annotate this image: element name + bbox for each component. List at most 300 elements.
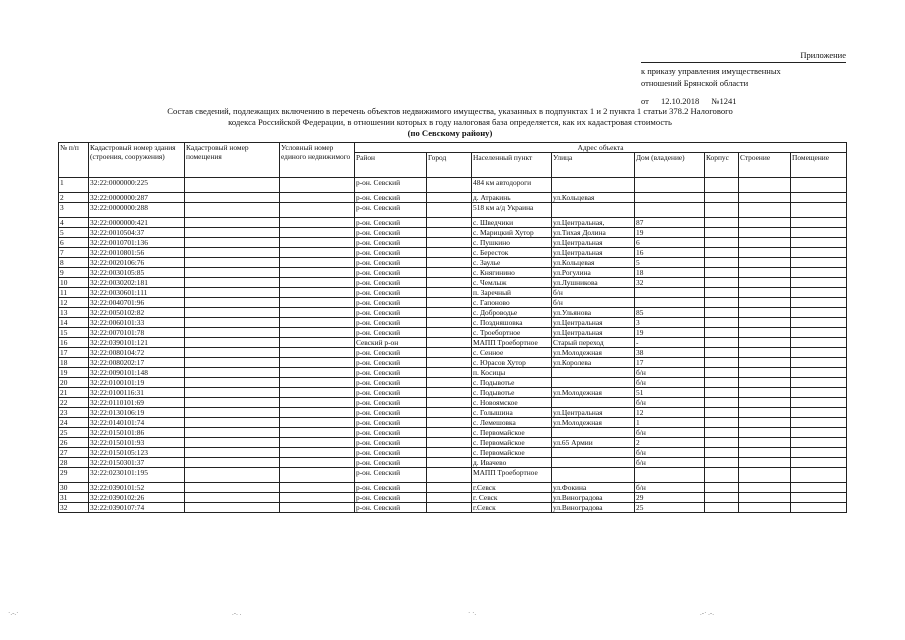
row-premises [791, 338, 847, 348]
row-district: р-он. Севский [355, 328, 427, 338]
row-settlement: с. Новоямское [472, 398, 552, 408]
table-row [59, 448, 847, 458]
table-row [59, 388, 847, 398]
row-conditional [280, 258, 355, 268]
row-building [705, 258, 739, 268]
row-num: 17 [59, 348, 89, 358]
row-structure [739, 408, 791, 418]
row-settlement: с. Чемлыж [472, 278, 552, 288]
row-building [705, 438, 739, 448]
row-street: ул.Кольцевая [552, 258, 635, 268]
row-conditional [280, 428, 355, 438]
appendix-line-2: отношений Брянской области [641, 78, 749, 88]
row-building [705, 218, 739, 228]
row-premises [791, 483, 847, 493]
row-building [705, 418, 739, 428]
row-house: 19 [635, 328, 705, 338]
row-district: р-он. Севский [355, 203, 427, 218]
row-structure [739, 193, 791, 203]
row-settlement: с. Шведчики [472, 218, 552, 228]
row-room [185, 428, 280, 438]
row-cadastral: 32:22:0140101:74 [89, 418, 185, 428]
row-room [185, 288, 280, 298]
row-structure [739, 338, 791, 348]
row-street: ул.Виноградова [552, 503, 635, 513]
row-district: р-он. Севский [355, 288, 427, 298]
header-structure: Строение [739, 153, 791, 178]
row-city [427, 378, 472, 388]
row-cadastral: 32:22:0060101:33 [89, 318, 185, 328]
row-settlement: с. Троебортное [472, 328, 552, 338]
row-num: 18 [59, 358, 89, 368]
row-street: ул.Лушникова [552, 278, 635, 288]
row-district: р-он. Севский [355, 428, 427, 438]
row-conditional [280, 268, 355, 278]
row-settlement: с. Марицкий Хутор [472, 228, 552, 238]
row-num: 8 [59, 258, 89, 268]
row-house: б/н [635, 398, 705, 408]
table-row [59, 483, 847, 493]
row-district: р-он. Севский [355, 228, 427, 238]
row-num: 19 [59, 368, 89, 378]
row-city [427, 328, 472, 338]
scan-artifact: .-. . [232, 609, 242, 617]
row-settlement: МАПП Троебортное [472, 468, 552, 483]
row-premises [791, 218, 847, 228]
order-number: №1241 [711, 96, 737, 106]
row-district: р-он. Севский [355, 318, 427, 328]
row-street: ул.65 Армии [552, 438, 635, 448]
row-room [185, 358, 280, 368]
row-building [705, 338, 739, 348]
row-room [185, 248, 280, 258]
row-house [635, 193, 705, 203]
row-district: р-он. Севский [355, 368, 427, 378]
row-structure [739, 458, 791, 468]
row-num: 30 [59, 483, 89, 493]
row-structure [739, 318, 791, 328]
row-street: ул.Центральная [552, 318, 635, 328]
row-cadastral: 32:22:0030601:111 [89, 288, 185, 298]
row-structure [739, 298, 791, 308]
row-settlement: с. Первомайское [472, 438, 552, 448]
row-conditional [280, 318, 355, 328]
row-house: б/н [635, 458, 705, 468]
row-premises [791, 358, 847, 368]
row-district: р-он. Севский [355, 348, 427, 358]
row-settlement: п. Косицы [472, 368, 552, 378]
row-district: р-он. Севский [355, 398, 427, 408]
row-structure [739, 418, 791, 428]
row-house: 87 [635, 218, 705, 228]
row-cadastral: 32:22:0080104:72 [89, 348, 185, 358]
row-premises [791, 238, 847, 248]
row-room [185, 448, 280, 458]
row-structure [739, 228, 791, 238]
row-conditional [280, 493, 355, 503]
row-building [705, 368, 739, 378]
row-num: 10 [59, 278, 89, 288]
row-house: 2 [635, 438, 705, 448]
row-district: р-он. Севский [355, 178, 427, 193]
row-city [427, 428, 472, 438]
row-building [705, 268, 739, 278]
row-cadastral: 32:22:0150101:86 [89, 428, 185, 438]
row-building [705, 448, 739, 458]
row-premises [791, 248, 847, 258]
row-street [552, 368, 635, 378]
row-structure [739, 493, 791, 503]
row-conditional [280, 408, 355, 418]
row-conditional [280, 278, 355, 288]
row-num: 26 [59, 438, 89, 448]
row-city [427, 203, 472, 218]
row-building [705, 203, 739, 218]
row-street: ул.Центральная [552, 238, 635, 248]
row-cadastral: 32:22:0390101:121 [89, 338, 185, 348]
row-conditional [280, 193, 355, 203]
row-premises [791, 398, 847, 408]
row-structure [739, 468, 791, 483]
table-row [59, 458, 847, 468]
table-row [59, 428, 847, 438]
row-district: р-он. Севский [355, 438, 427, 448]
row-city [427, 238, 472, 248]
appendix-lines [641, 65, 781, 89]
table-row [59, 258, 847, 268]
row-house: 1 [635, 418, 705, 428]
table-row [59, 288, 847, 298]
row-num: 2 [59, 193, 89, 203]
header-conditional: Условный номер единого недвижимого [280, 143, 355, 178]
table-row [59, 368, 847, 378]
row-num: 5 [59, 228, 89, 238]
row-street: ул.Центральная, [552, 218, 635, 228]
table-row [59, 203, 847, 218]
row-city [427, 388, 472, 398]
row-city [427, 318, 472, 328]
table-row [59, 238, 847, 248]
row-settlement: д. Ивачево [472, 458, 552, 468]
row-room [185, 258, 280, 268]
row-building [705, 178, 739, 193]
row-room [185, 178, 280, 193]
row-district: р-он. Севский [355, 308, 427, 318]
row-premises [791, 438, 847, 448]
row-street: ул.Рогулина [552, 268, 635, 278]
row-room [185, 308, 280, 318]
table-row [59, 378, 847, 388]
row-settlement: МАПП Троебортное [472, 338, 552, 348]
row-conditional [280, 203, 355, 218]
row-district: р-он. Севский [355, 503, 427, 513]
row-settlement: с. Лемешовка [472, 418, 552, 428]
row-city [427, 248, 472, 258]
row-street: ул.Центральная [552, 328, 635, 338]
row-settlement: с. Поздняшовка [472, 318, 552, 328]
row-room [185, 438, 280, 448]
row-structure [739, 483, 791, 493]
row-house [635, 468, 705, 483]
row-city [427, 438, 472, 448]
row-district: р-он. Севский [355, 378, 427, 388]
row-settlement: д. Атракинь [472, 193, 552, 203]
row-premises [791, 203, 847, 218]
row-room [185, 298, 280, 308]
row-street: ул.Королева [552, 358, 635, 368]
row-house [635, 288, 705, 298]
row-num: 9 [59, 268, 89, 278]
title-line-1: Состав сведений, подлежащих включению в перечень объектов недвижимого имущества, указанных в подпунктах 1 и 2 пункта 1 статьи 378.2 Налогового [167, 106, 733, 116]
row-cadastral: 32:22:0020106:76 [89, 258, 185, 268]
row-building [705, 238, 739, 248]
row-building [705, 228, 739, 238]
row-settlement: с. Юрасов Хутор [472, 358, 552, 368]
row-conditional [280, 378, 355, 388]
row-house [635, 203, 705, 218]
row-cadastral: 32:22:0010504:37 [89, 228, 185, 238]
row-building [705, 398, 739, 408]
row-street: б/н [552, 288, 635, 298]
row-city [427, 468, 472, 483]
row-house: 32 [635, 278, 705, 288]
row-street [552, 203, 635, 218]
row-num: 24 [59, 418, 89, 428]
row-building [705, 378, 739, 388]
row-cadastral: 32:22:0030105:85 [89, 268, 185, 278]
row-structure [739, 388, 791, 398]
row-building [705, 248, 739, 258]
row-cadastral: 32:22:0080202:17 [89, 358, 185, 368]
row-city [427, 268, 472, 278]
row-premises [791, 288, 847, 298]
row-room [185, 278, 280, 288]
row-room [185, 218, 280, 228]
row-cadastral: 32:22:0090101:148 [89, 368, 185, 378]
row-city [427, 448, 472, 458]
row-house: 85 [635, 308, 705, 318]
row-street: Старый переход [552, 338, 635, 348]
row-premises [791, 458, 847, 468]
row-premises [791, 228, 847, 238]
row-settlement: п. Заречный [472, 288, 552, 298]
table-body [59, 178, 847, 513]
row-conditional [280, 458, 355, 468]
row-structure [739, 448, 791, 458]
row-conditional [280, 368, 355, 378]
row-building [705, 493, 739, 503]
row-premises [791, 318, 847, 328]
row-room [185, 378, 280, 388]
row-house: б/н [635, 368, 705, 378]
row-street: ул.Виноградова [552, 493, 635, 503]
row-conditional [280, 348, 355, 358]
row-structure [739, 398, 791, 408]
row-premises [791, 448, 847, 458]
table-row [59, 298, 847, 308]
row-building [705, 458, 739, 468]
row-district: р-он. Севский [355, 218, 427, 228]
row-cadastral: 32:22:0030202:181 [89, 278, 185, 288]
row-room [185, 468, 280, 483]
row-house: 5 [635, 258, 705, 268]
row-num: 23 [59, 408, 89, 418]
row-district: р-он. Севский [355, 298, 427, 308]
row-city [427, 348, 472, 358]
row-room [185, 228, 280, 238]
row-city [427, 493, 472, 503]
row-num: 16 [59, 338, 89, 348]
row-structure [739, 308, 791, 318]
row-conditional [280, 338, 355, 348]
row-premises [791, 258, 847, 268]
row-city [427, 308, 472, 318]
header-address: Адрес объекта [355, 143, 847, 153]
row-structure [739, 278, 791, 288]
row-num: 22 [59, 398, 89, 408]
row-district: р-он. Севский [355, 268, 427, 278]
row-structure [739, 288, 791, 298]
row-room [185, 418, 280, 428]
row-street [552, 458, 635, 468]
row-conditional [280, 178, 355, 193]
row-house: б/н [635, 483, 705, 493]
row-city [427, 193, 472, 203]
row-num: 4 [59, 218, 89, 228]
row-settlement: с. Доброводье [472, 308, 552, 318]
row-num: 13 [59, 308, 89, 318]
row-conditional [280, 238, 355, 248]
scan-artifact: .-· .-. [700, 609, 714, 617]
row-building [705, 298, 739, 308]
row-settlement: с. Подывотье [472, 378, 552, 388]
row-house [635, 298, 705, 308]
row-settlement: с. Подывотье [472, 388, 552, 398]
row-street [552, 448, 635, 458]
row-conditional [280, 328, 355, 338]
row-conditional [280, 228, 355, 238]
order-prefix: от [641, 96, 649, 106]
row-num: 28 [59, 458, 89, 468]
row-city [427, 358, 472, 368]
table-row [59, 308, 847, 318]
document-subtitle: (по Севскому району) [407, 128, 493, 138]
row-street: ул.Центральная [552, 408, 635, 418]
row-room [185, 493, 280, 503]
row-conditional [280, 438, 355, 448]
appendix-block [641, 49, 846, 61]
row-conditional [280, 448, 355, 458]
row-room [185, 193, 280, 203]
row-cadastral: 32:22:0000000:288 [89, 203, 185, 218]
row-house: 25 [635, 503, 705, 513]
row-district: р-он. Севский [355, 258, 427, 268]
row-structure [739, 248, 791, 258]
header-num: № п/п [59, 143, 89, 178]
row-house: 6 [635, 238, 705, 248]
row-num: 20 [59, 378, 89, 388]
row-settlement: г.Севск [472, 503, 552, 513]
row-street [552, 178, 635, 193]
row-house: 29 [635, 493, 705, 503]
row-structure [739, 503, 791, 513]
row-house: 16 [635, 248, 705, 258]
row-street [552, 378, 635, 388]
row-city [427, 218, 472, 228]
table-row [59, 338, 847, 348]
row-num: 3 [59, 203, 89, 218]
row-structure [739, 258, 791, 268]
row-room [185, 203, 280, 218]
row-premises [791, 298, 847, 308]
row-settlement: 518 км а/д Украина [472, 203, 552, 218]
row-settlement: 484 км автодороги [472, 178, 552, 193]
row-district: р-он. Севский [355, 408, 427, 418]
order-reference [641, 96, 746, 106]
row-premises [791, 503, 847, 513]
row-structure [739, 328, 791, 338]
row-street: ул.Фокина [552, 483, 635, 493]
row-num: 15 [59, 328, 89, 338]
row-house: б/н [635, 378, 705, 388]
row-conditional [280, 358, 355, 368]
row-room [185, 388, 280, 398]
row-street: ул.Молодежная [552, 418, 635, 428]
row-city [427, 288, 472, 298]
row-city [427, 503, 472, 513]
row-building [705, 318, 739, 328]
row-building [705, 193, 739, 203]
row-premises [791, 378, 847, 388]
row-structure [739, 428, 791, 438]
row-structure [739, 178, 791, 193]
row-district: р-он. Севский [355, 193, 427, 203]
row-room [185, 338, 280, 348]
row-structure [739, 238, 791, 248]
row-settlement: с. Гапоново [472, 298, 552, 308]
row-cadastral: 32:22:0010801:56 [89, 248, 185, 258]
row-room [185, 268, 280, 278]
row-house: б/н [635, 448, 705, 458]
table-row [59, 348, 847, 358]
table-row [59, 328, 847, 338]
table-row [59, 438, 847, 448]
row-room [185, 398, 280, 408]
row-premises [791, 328, 847, 338]
row-room [185, 348, 280, 358]
row-city [427, 258, 472, 268]
row-city [427, 418, 472, 428]
row-cadastral: 32:22:0100101:19 [89, 378, 185, 388]
row-conditional [280, 298, 355, 308]
row-conditional [280, 288, 355, 298]
row-settlement: с. Заулье [472, 258, 552, 268]
row-building [705, 483, 739, 493]
row-settlement: с. Сенное [472, 348, 552, 358]
row-city [427, 368, 472, 378]
row-street: ул.Центральная [552, 248, 635, 258]
row-premises [791, 418, 847, 428]
row-street: ул.Молодежная [552, 388, 635, 398]
row-conditional [280, 388, 355, 398]
row-room [185, 318, 280, 328]
row-premises [791, 428, 847, 438]
header-street: Улица [552, 153, 635, 178]
row-building [705, 468, 739, 483]
row-district: р-он. Севский [355, 458, 427, 468]
row-cadastral: 32:22:0390101:52 [89, 483, 185, 493]
row-house: 19 [635, 228, 705, 238]
